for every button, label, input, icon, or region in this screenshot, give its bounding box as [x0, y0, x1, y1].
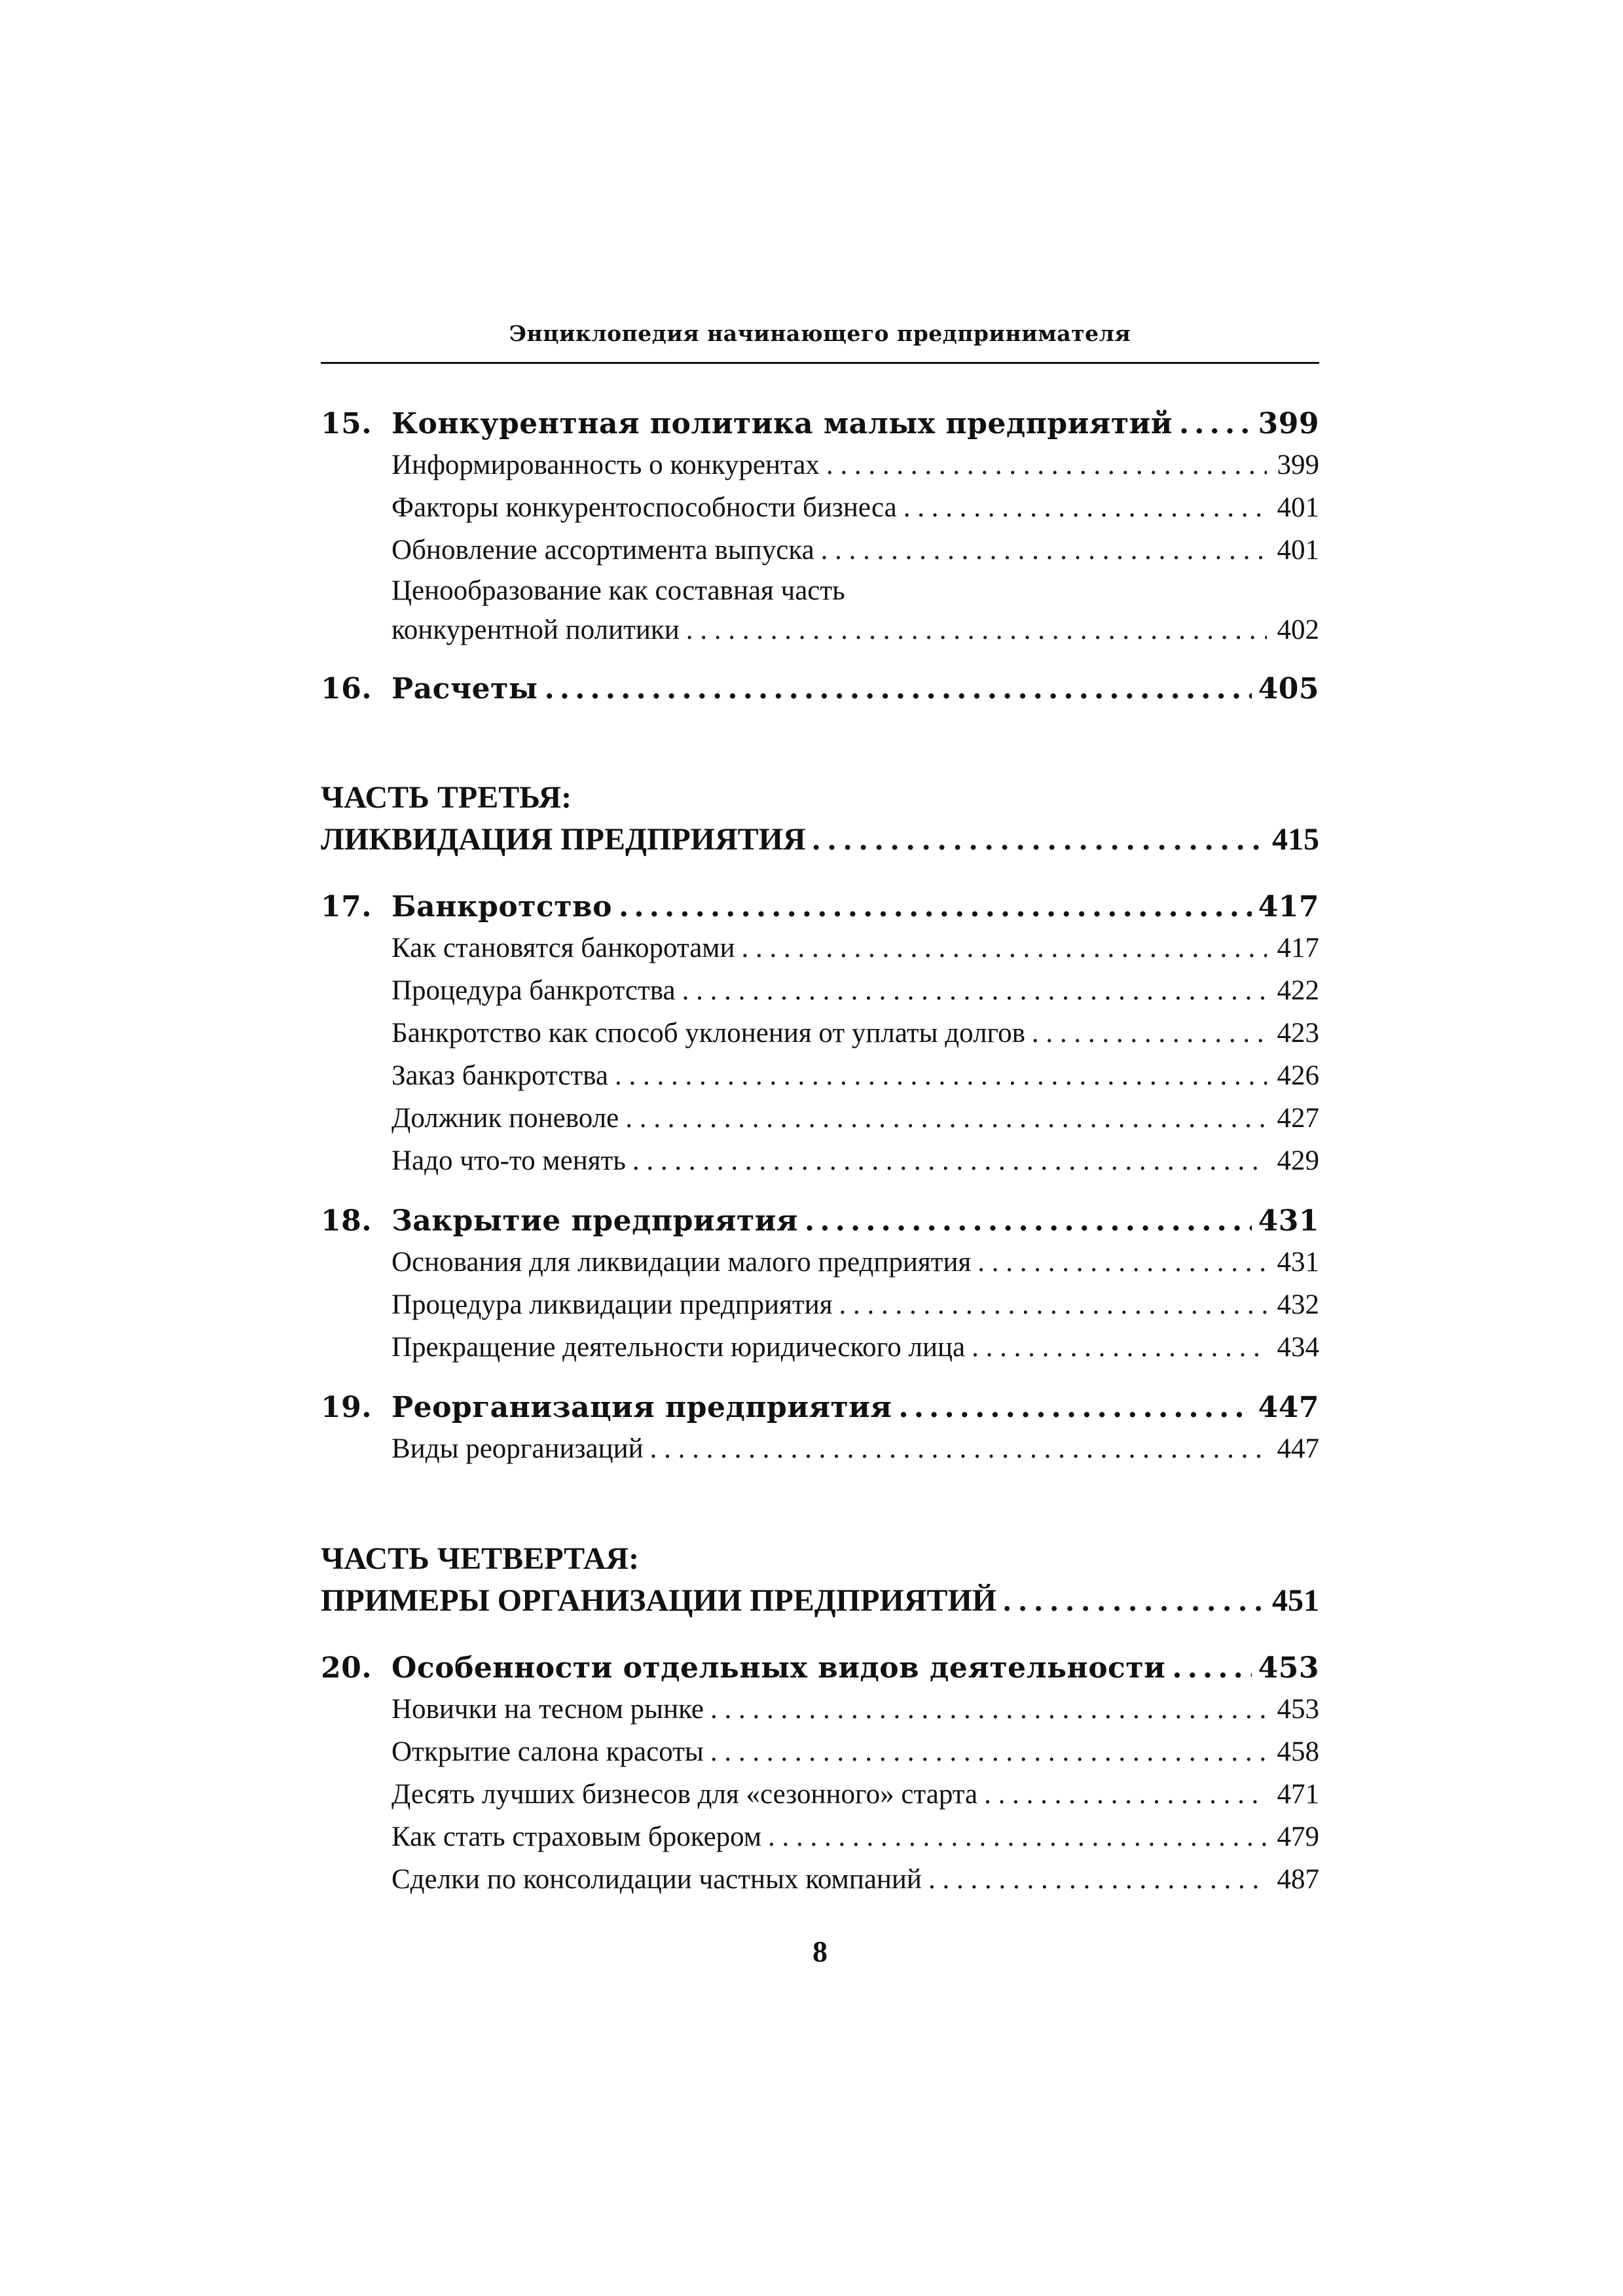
entry-page: 401 — [1277, 535, 1319, 565]
dot-leader — [928, 1858, 1267, 1901]
chapter-page: 417 — [1258, 890, 1319, 924]
part-page: 415 — [1272, 822, 1319, 857]
dot-leader — [812, 818, 1266, 861]
toc-chapter-18[interactable] — [321, 1202, 1319, 1241]
entry-title: Сделки по консолидации частных компаний — [392, 1864, 922, 1895]
entry-page: 434 — [1277, 1332, 1319, 1363]
toc-entry[interactable] — [321, 1326, 1319, 1369]
dot-leader — [682, 969, 1267, 1012]
chapter-title: Конкурентная политика малых предприятий — [392, 407, 1173, 440]
entry-title: Виды реорганизаций — [392, 1433, 644, 1464]
dot-leader — [898, 1388, 1251, 1427]
dot-leader — [1172, 1649, 1251, 1688]
chapter-number: 16. — [321, 672, 373, 706]
toc-chapter-17[interactable] — [321, 888, 1319, 927]
entry-title-line2: конкурентной политики — [392, 615, 680, 645]
toc-entry[interactable] — [321, 1858, 1319, 1901]
entry-title: Новички на тесном рынке — [392, 1694, 704, 1725]
toc-entry[interactable] — [321, 444, 1319, 486]
entry-title: Должник поневоле — [392, 1103, 619, 1134]
entry-page: 427 — [1277, 1103, 1319, 1134]
toc-entry[interactable] — [321, 1054, 1319, 1097]
header-rule — [321, 362, 1319, 364]
entry-title: Факторы конкурентоспособности бизнеса — [392, 492, 897, 523]
dot-leader — [625, 1097, 1267, 1139]
toc-entry[interactable] — [321, 1097, 1319, 1139]
dot-leader — [805, 1202, 1252, 1241]
dot-leader — [650, 1427, 1267, 1470]
toc-entry[interactable] — [321, 1283, 1319, 1326]
dot-leader — [1179, 404, 1252, 444]
dot-leader — [615, 1054, 1267, 1097]
dot-leader — [768, 1816, 1267, 1858]
chapter-number: 19. — [321, 1391, 373, 1424]
page-number: 8 — [812, 1935, 828, 1968]
chapter-page: 447 — [1258, 1391, 1319, 1424]
entry-page: 479 — [1277, 1821, 1319, 1852]
chapter-number: 15. — [321, 407, 373, 440]
entry-page: 429 — [1277, 1145, 1319, 1176]
dot-leader — [710, 1688, 1267, 1731]
entry-title: Обновление ассортимента выпуска — [392, 535, 814, 565]
dot-leader — [1032, 1012, 1267, 1054]
chapter-page: 453 — [1258, 1651, 1319, 1685]
chapter-title: Расчеты — [392, 672, 538, 706]
toc-entry[interactable] — [321, 1241, 1319, 1283]
running-head: Энциклопедия начинающего предпринимателя — [509, 321, 1131, 346]
toc-entry[interactable] — [321, 1773, 1319, 1816]
entry-page: 431 — [1277, 1247, 1319, 1278]
part-four-label: ЧАСТЬ ЧЕТВЕРТАЯ: — [321, 1541, 640, 1576]
toc-chapter-20[interactable] — [321, 1649, 1319, 1688]
entry-title-line1: Ценообразование как составная часть — [392, 575, 845, 606]
entry-page: 399 — [1277, 450, 1319, 480]
part-three-label: ЧАСТЬ ТРЕТЬЯ: — [321, 780, 572, 815]
toc-chapter-16[interactable] — [321, 670, 1319, 709]
part-page: 451 — [1272, 1583, 1319, 1618]
entry-page: 458 — [1277, 1736, 1319, 1767]
toc-entry-multiline[interactable] — [321, 571, 1319, 650]
toc-entry[interactable] — [321, 927, 1319, 969]
entry-title: Заказ банкротства — [392, 1060, 609, 1091]
table-of-contents — [321, 404, 1319, 1901]
entry-title: Прекращение деятельности юридического лица — [392, 1332, 966, 1363]
chapter-title: Особенности отдельных видов деятельности — [392, 1651, 1166, 1685]
chapter-title: Закрытие предприятия — [392, 1204, 798, 1238]
part-title: ПРИМЕРЫ ОРГАНИЗАЦИИ ПРЕДПРИЯТИЙ — [321, 1583, 997, 1618]
chapter-title: Банкротство — [392, 890, 612, 924]
dot-leader — [821, 529, 1267, 571]
entry-page: 402 — [1277, 615, 1319, 645]
entry-title: Открытие салона красоты — [392, 1736, 704, 1767]
dot-leader — [686, 611, 1267, 650]
chapter-page: 405 — [1258, 672, 1319, 706]
dot-leader — [742, 927, 1267, 969]
book-page — [321, 0, 1319, 2296]
entry-page: 422 — [1277, 975, 1319, 1006]
dot-leader — [972, 1326, 1267, 1369]
entry-title: Основания для ликвидации малого предприятия — [392, 1247, 972, 1278]
toc-entry[interactable] — [321, 1731, 1319, 1773]
toc-entry[interactable] — [321, 1139, 1319, 1182]
dot-leader — [839, 1283, 1267, 1326]
toc-chapter-15[interactable] — [321, 404, 1319, 444]
dot-leader — [826, 444, 1267, 486]
toc-entry[interactable] — [321, 969, 1319, 1012]
toc-entry[interactable] — [321, 529, 1319, 571]
entry-title: Надо что-то менять — [392, 1145, 626, 1176]
entry-title: Как стать страховым брокером — [392, 1821, 762, 1852]
entry-page: 401 — [1277, 492, 1319, 523]
entry-page: 447 — [1277, 1433, 1319, 1464]
entry-title: Процедура ликвидации предприятия — [392, 1289, 833, 1320]
dot-leader — [632, 1139, 1267, 1182]
dot-leader — [984, 1773, 1267, 1816]
entry-title: Десять лучших бизнесов для «сезонного» старта — [392, 1779, 978, 1810]
toc-entry[interactable] — [321, 1816, 1319, 1858]
toc-part-three[interactable] — [321, 818, 1319, 861]
chapter-title: Реорганизация предприятия — [392, 1391, 892, 1424]
dot-leader — [544, 670, 1251, 709]
toc-entry[interactable] — [321, 1688, 1319, 1731]
toc-entry[interactable] — [321, 1427, 1319, 1470]
entry-page: 417 — [1277, 933, 1319, 963]
toc-entry[interactable] — [321, 1012, 1319, 1054]
entry-title: Процедура банкротства — [392, 975, 676, 1006]
dot-leader — [710, 1731, 1267, 1773]
chapter-page: 399 — [1258, 407, 1319, 440]
part-title: ЛИКВИДАЦИЯ ПРЕДПРИЯТИЯ — [321, 822, 806, 857]
entry-page: 423 — [1277, 1018, 1319, 1049]
entry-page: 471 — [1277, 1779, 1319, 1810]
chapter-number: 17. — [321, 890, 373, 924]
entry-title: Как становятся банкоротами — [392, 933, 735, 963]
entry-page: 487 — [1277, 1864, 1319, 1895]
entry-page: 453 — [1277, 1694, 1319, 1725]
chapter-number: 18. — [321, 1204, 373, 1238]
dot-leader — [1003, 1579, 1266, 1623]
dot-leader — [977, 1241, 1267, 1283]
toc-chapter-19[interactable] — [321, 1388, 1319, 1427]
entry-title: Информированность о конкурентах — [392, 450, 820, 480]
toc-entry[interactable] — [321, 486, 1319, 529]
dot-leader — [619, 888, 1252, 927]
entry-title: Банкротство как способ уклонения от уплаты долгов — [392, 1018, 1025, 1049]
toc-part-four[interactable] — [321, 1579, 1319, 1623]
chapter-number: 20. — [321, 1651, 373, 1685]
dot-leader — [903, 486, 1267, 529]
entry-page: 432 — [1277, 1289, 1319, 1320]
entry-page: 426 — [1277, 1060, 1319, 1091]
chapter-page: 431 — [1258, 1204, 1319, 1238]
